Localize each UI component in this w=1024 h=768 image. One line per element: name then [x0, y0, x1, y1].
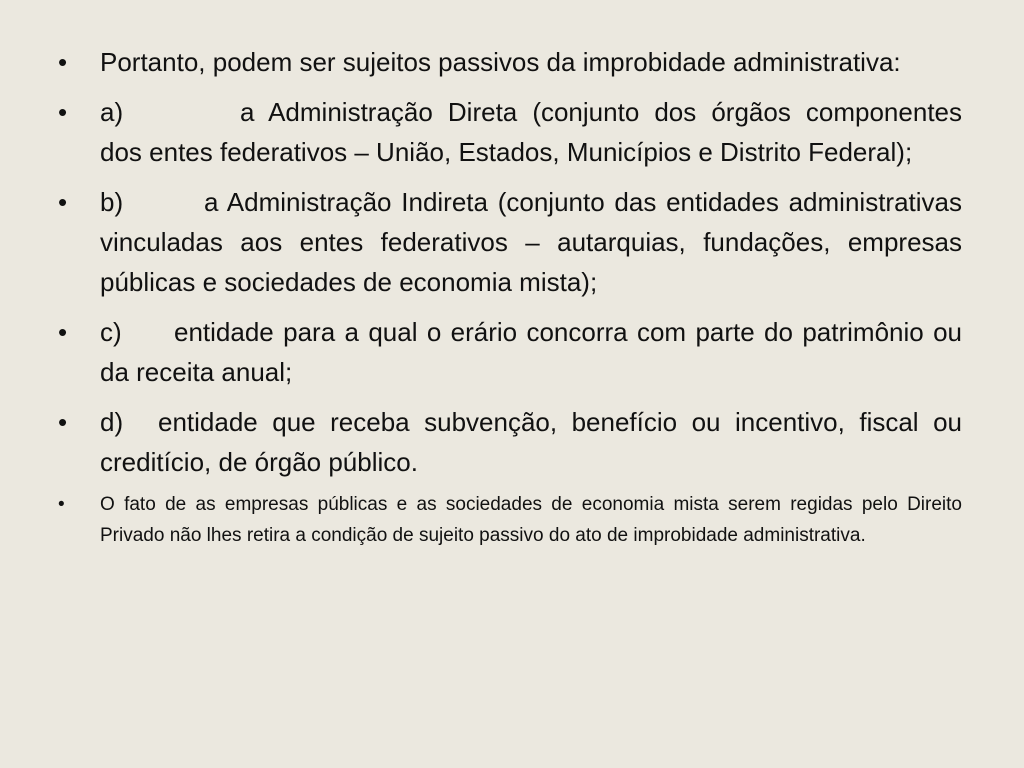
bullet-icon: •	[58, 407, 68, 437]
list-item-a	[58, 92, 962, 172]
list-item-d	[58, 402, 962, 482]
list-item-c	[58, 312, 962, 392]
list-item-intro	[58, 42, 962, 82]
item-label: b)	[100, 187, 124, 217]
bullet-icon: •	[58, 187, 68, 217]
bullet-icon: •	[58, 47, 68, 77]
bullet-icon: •	[58, 494, 65, 515]
item-label: a)	[100, 97, 124, 127]
bullet-list	[58, 42, 962, 551]
list-item-note	[58, 489, 962, 551]
item-text: a Administração Indireta (conjunto das entidades administrativas vinculadas aos entes federativos – autarquias, fundações, empresas públicas e sociedades de economia mista);	[100, 187, 962, 297]
item-text: O fato de as empresas públicas e as sociedades de economia mista serem regidas pelo Direito Privado não lhes retira a condição de sujeito passivo do ato de improbidade administrativa.	[100, 494, 962, 546]
item-label: c)	[100, 317, 122, 347]
bullet-icon: •	[58, 317, 68, 347]
item-text: a Administração Direta (conjunto dos órgãos componentes dos entes federativos – União, Estados, Municípios e Distrito Federal);	[100, 97, 962, 167]
list-item-b	[58, 182, 962, 302]
bullet-icon: •	[58, 97, 68, 127]
item-text: entidade para a qual o erário concorra com parte do patrimônio ou da receita anual;	[100, 317, 962, 387]
item-label: d)	[100, 407, 124, 437]
item-text: entidade que receba subvenção, benefício ou incentivo, fiscal ou creditício, de órgão público.	[100, 407, 962, 477]
item-text: Portanto, podem ser sujeitos passivos da improbidade administrativa:	[100, 47, 901, 77]
